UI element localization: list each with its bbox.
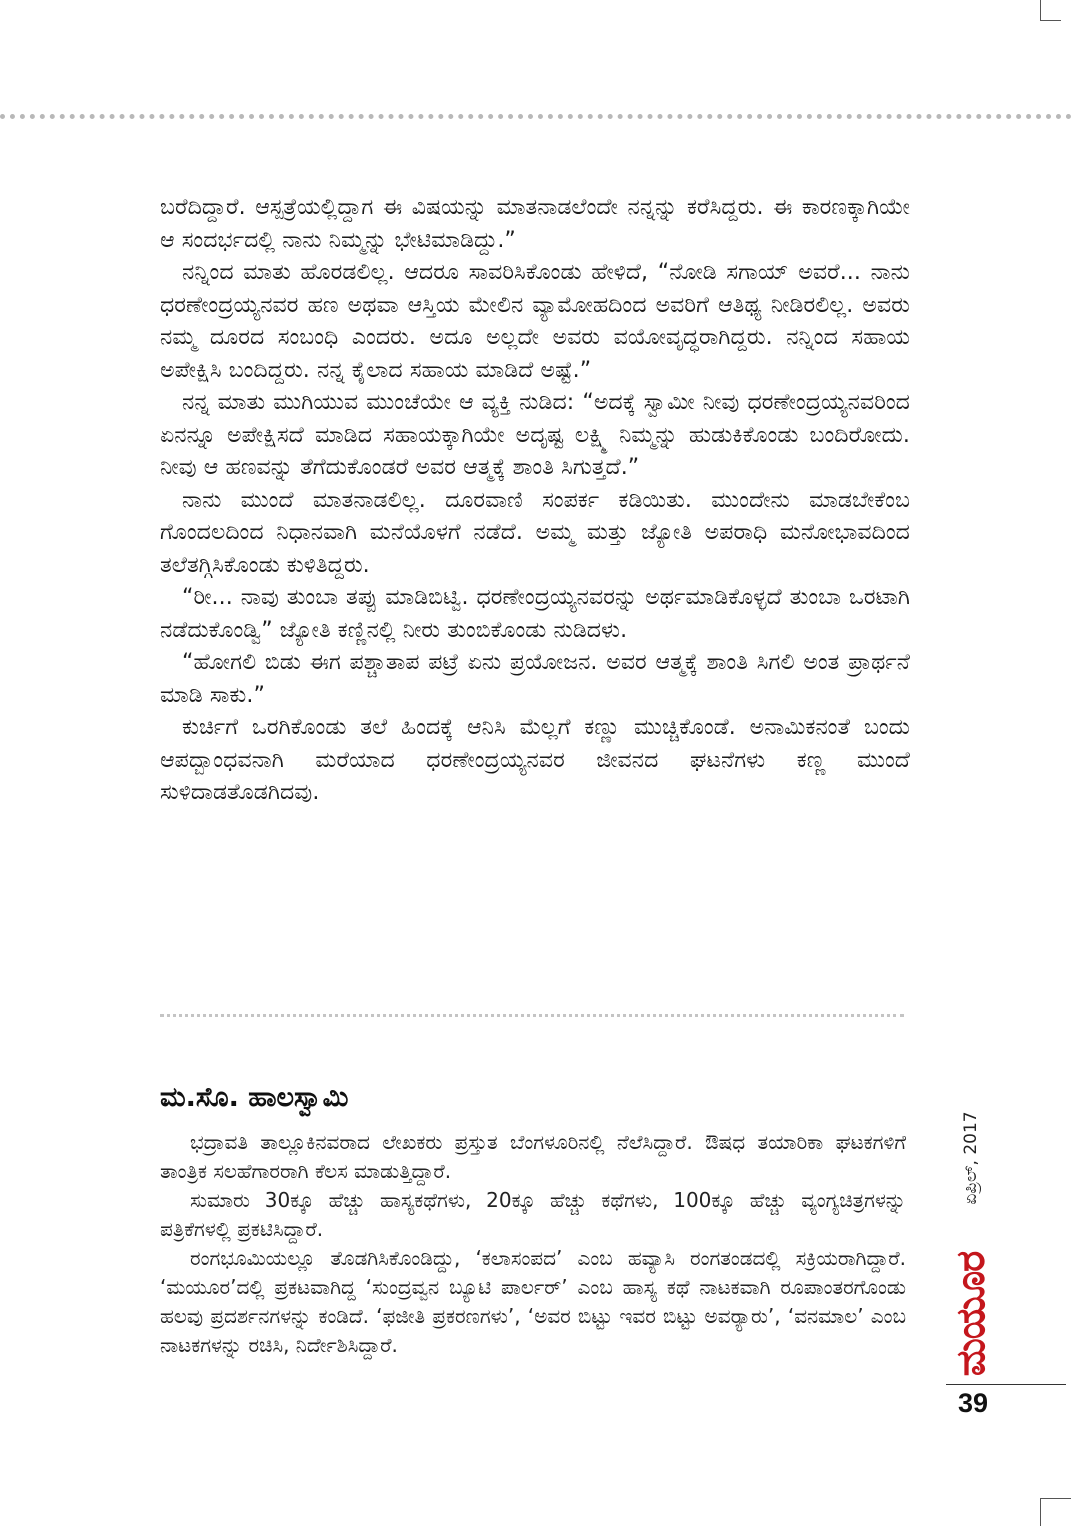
story-text — [160, 192, 910, 810]
story-paragraph: ಬರೆದಿದ್ದಾರೆ. ಆಸ್ಪತ್ರೆಯಲ್ಲಿದ್ದಾಗ ಈ ವಿಷಯನ್ನು ಮಾತನಾಡಲೆಂದೇ ನನ್ನನ್ನು ಕರೆಸಿದ್ದರು. ಈ ಕಾರಣಕ್ಕಾಗಿಯೇ ಆ ಸಂದರ್ಭದಲ್ಲಿ ನಾನು ನಿಮ್ಮನ್ನು ಭೇಟಿಮಾಡಿದ್ದು.” — [160, 195, 910, 253]
bio-paragraph: ಸುಮಾರು 30ಕ್ಕೂ ಹೆಚ್ಚು ಹಾಸ್ಯಕಥೆಗಳು, 20ಕ್ಕೂ ಹೆಚ್ಚು ಕಥೆಗಳು, 100ಕ್ಕೂ ಹೆಚ್ಚು ವ್ಯಂಗ್ಯಚಿತ್ರಗಳನ್ನು ಪತ್ರಿಕೆಗಳಲ್ಲಿ ಪ್ರಕಟಿಸಿದ್ದಾರೆ. — [160, 1188, 906, 1241]
story-paragraph: ನನ್ನಿಂದ ಮಾತು ಹೊರಡಲಿಲ್ಲ. ಆದರೂ ಸಾವರಿಸಿಕೊಂಡು ಹೇಳಿದೆ, “ನೋಡಿ ಸಗಾಯ್ ಅವರೆ... ನಾನು ಧರಣೇಂದ್ರಯ್ಯನವರ ಹಣ ಅಥವಾ ಆಸ್ತಿಯ ಮೇಲಿನ ವ್ಯಾಮೋಹದಿಂದ ಅವರಿಗೆ ಆತಿಥ್ಯ ನೀಡಿರಲಿಲ್ಲ. ಅವರು ನಮ್ಮ ದೂರದ ಸಂಬಂಧಿ ಎಂದರು. ಅದೂ ಅಲ್ಲದೇ ಅವರು ವಯೋವೃದ್ಧರಾಗಿದ್ದರು. ನನ್ನಿಂದ ಸಹಾಯ ಅಪೇಕ್ಷಿಸಿ ಬಂದಿದ್ದರು. ನನ್ನ ಕೈಲಾದ ಸಹಾಯ ಮಾಡಿದೆ ಅಷ್ಟೆ.” — [160, 260, 910, 383]
dotted-divider-top — [0, 114, 1072, 119]
story-paragraph: “ರೀ... ನಾವು ತುಂಬಾ ತಪ್ಪು ಮಾಡಿಬಿಟ್ವಿ. ಧರಣೇಂದ್ರಯ್ಯನವರನ್ನು ಅರ್ಥಮಾಡಿಕೊಳ್ಳದೆ ತುಂಬಾ ಒರಟಾಗಿ ನಡೆದುಕೊಂಡ್ವಿ” ಜ್ಯೋತಿ ಕಣ್ಣಿನಲ್ಲಿ ನೀರು ತುಂಬಿಕೊಂಡು ನುಡಿದಳು. — [160, 585, 910, 643]
magazine-logo: ಮಯೂರ — [948, 1251, 994, 1377]
masthead-sidebar — [946, 1108, 996, 1376]
crop-mark-top — [1040, 0, 1061, 21]
story-paragraph: “ಹೋಗಲಿ ಬಿಡು ಈಗ ಪಶ್ಚಾತಾಪ ಪಟ್ರೆ ಏನು ಪ್ರಯೋಜನ. ಅವರ ಆತ್ಮಕ್ಕೆ ಶಾಂತಿ ಸಿಗಲಿ ಅಂತ ಪ್ರಾರ್ಥನೆ ಮಾಡಿ ಸಾಕು.” — [160, 650, 910, 708]
story-paragraph: ನಾನು ಮುಂದೆ ಮಾತನಾಡಲಿಲ್ಲ. ದೂರವಾಣಿ ಸಂಪರ್ಕ ಕಡಿಯಿತು. ಮುಂದೇನು ಮಾಡಬೇಕೆಂಬ ಗೊಂದಲದಿಂದ ನಿಧಾನವಾಗಿ ಮನೆಯೊಳಗೆ ನಡೆದೆ. ಅಮ್ಮ ಮತ್ತು ಜ್ಯೋತಿ ಅಪರಾಧಿ ಮನೋಭಾವದಿಂದ ತಲೆತಗ್ಗಿಸಿಕೊಂಡು ಕುಳಿತಿದ್ದರು. — [160, 487, 910, 578]
story-paragraph: ಕುರ್ಚಿಗೆ ಒರಗಿಕೊಂಡು ತಲೆ ಹಿಂದಕ್ಕೆ ಆನಿಸಿ ಮೆಲ್ಲಗೆ ಕಣ್ಣು ಮುಚ್ಚಿಕೊಂಡೆ. ಅನಾಮಿಕನಂತೆ ಬಂದು ಆಪದ್ಬಾಂಧವನಾಗಿ ಮರೆಯಾದ ಧರಣೇಂದ್ರಯ್ಯನವರ ಜೀವನದ ಘಟನೆಗಳು ಕಣ್ಣ ಮುಂದೆ ಸುಳಿದಾಡತೊಡಗಿದವು. — [160, 715, 910, 805]
author-bio — [160, 1128, 906, 1360]
author-name: ಮ.ಸೊ. ಹಾಲಸ್ವಾಮಿ — [160, 1082, 349, 1113]
crop-mark-bottom — [1040, 1498, 1071, 1526]
page-number: 39 — [958, 1388, 989, 1418]
dotted-divider-middle — [160, 1014, 904, 1017]
page-number-rule — [946, 1384, 1066, 1385]
issue-date: ಏಪ್ರಿಲ್, 2017 — [961, 1111, 981, 1205]
story-paragraph: ನನ್ನ ಮಾತು ಮುಗಿಯುವ ಮುಂಚೆಯೇ ಆ ವ್ಯಕ್ತಿ ನುಡಿದ: “ಅದಕ್ಕೆ ಸ್ವಾಮೀ ನೀವು ಧರಣೇಂದ್ರಯ್ಯನವರಿಂದ ಏನನ್ನೂ ಅಪೇಕ್ಷಿಸದೆ ಮಾಡಿದ ಸಹಾಯಕ್ಕಾಗಿಯೇ ಅದೃಷ್ಟ ಲಕ್ಷ್ಮಿ ನಿಮ್ಮನ್ನು ಹುಡುಕಿಕೊಂಡು ಬಂದಿರೋದು. ನೀವು ಆ ಹಣವನ್ನು ತೆಗೆದುಕೊಂಡರೆ ಅವರ ಆತ್ಮಕ್ಕೆ ಶಾಂತಿ ಸಿಗುತ್ತದೆ.” — [160, 390, 910, 480]
bio-paragraph: ರಂಗಭೂಮಿಯಲ್ಲೂ ತೊಡಗಿಸಿಕೊಂಡಿದ್ದು, ‘ಕಲಾಸಂಪದ’ ಎಂಬ ಹವ್ಯಾಸಿ ರಂಗತಂಡದಲ್ಲಿ ಸಕ್ರಿಯರಾಗಿದ್ದಾರೆ. ‘ಮಯೂರ’ದಲ್ಲಿ ಪ್ರಕಟವಾಗಿದ್ದ ‘ಸುಂದ್ರವ್ವನ ಬ್ಯೂಟಿ ಪಾರ್ಲರ್’ ಎಂಬ ಹಾಸ್ಯ ಕಥೆ ನಾಟಕವಾಗಿ ರೂಪಾಂತರಗೊಂಡು ಹಲವು ಪ್ರದರ್ಶನಗಳನ್ನು ಕಂಡಿದೆ. ‘ಫಜೀತಿ ಪ್ರಕರಣಗಳು’, ‘ಅವರ ಬಿಟ್ಟು ಇವರ ಬಿಟ್ಟು ಅವರ್‍ಯಾರು’, ‘ವನಮಾಲ’ ಎಂಬ ನಾಟಕಗಳನ್ನು ರಚಿಸಿ, ನಿರ್ದೇಶಿಸಿದ್ದಾರೆ. — [160, 1246, 906, 1357]
bio-paragraph: ಭದ್ರಾವತಿ ತಾಲ್ಲೂಕಿನವರಾದ ಲೇಖಕರು ಪ್ರಸ್ತುತ ಬೆಂಗಳೂರಿನಲ್ಲಿ ನೆಲೆಸಿದ್ದಾರೆ. ಔಷಧ ತಯಾರಿಕಾ ಘಟಕಗಳಿಗೆ ತಾಂತ್ರಿಕ ಸಲಹೆಗಾರರಾಗಿ ಕೆಲಸ ಮಾಡುತ್ತಿದ್ದಾರೆ. — [160, 1130, 906, 1183]
